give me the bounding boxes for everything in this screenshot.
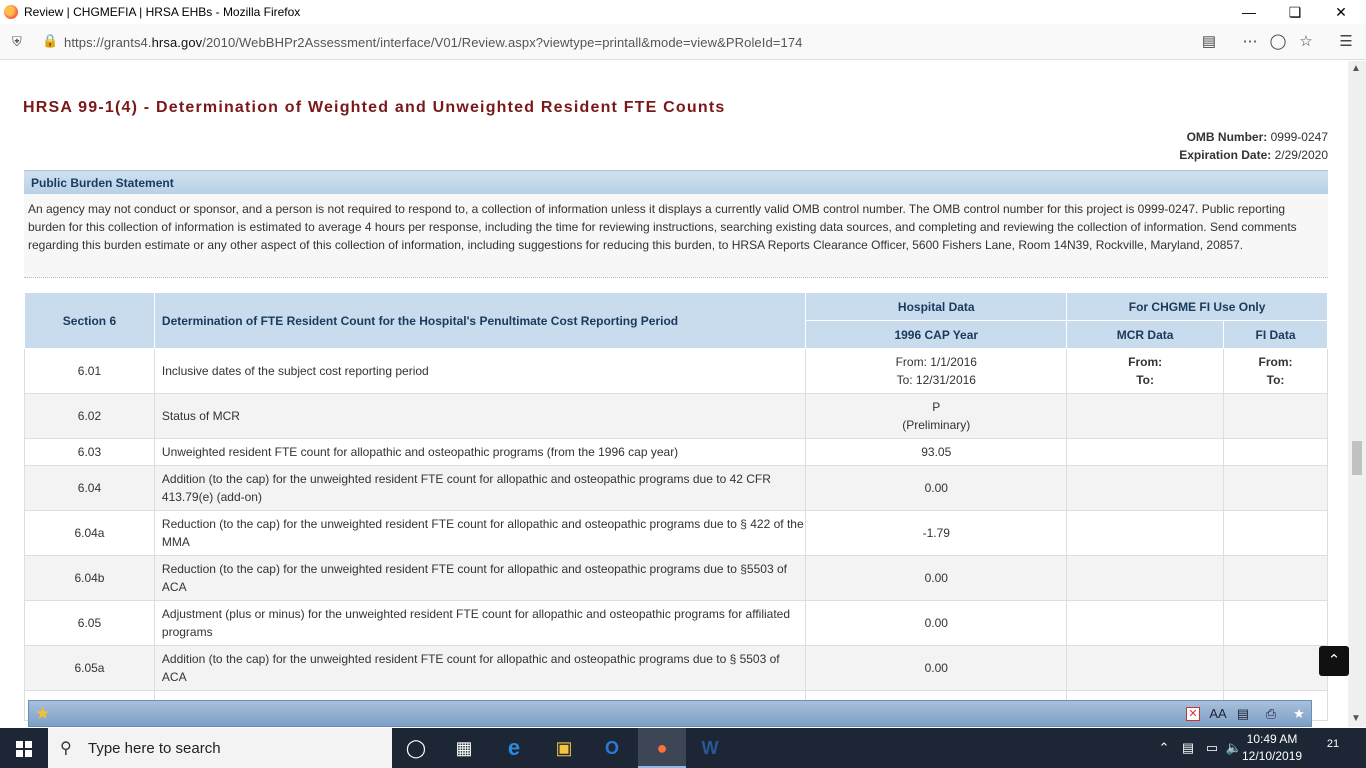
row-fi-value	[1224, 466, 1328, 511]
row-hospital-value: 0.00	[806, 601, 1067, 646]
windows-logo-icon	[16, 741, 32, 757]
row-hospital-value	[806, 349, 1067, 394]
row-section: 6.02	[25, 394, 155, 439]
fi-to: To:	[1266, 373, 1285, 387]
row-description: Reduction (to the cap) for the unweighted resident FTE count for allopathic and osteopathic programs due to § 422 of the MMA	[154, 511, 805, 556]
header-fi-data: FI Data	[1224, 321, 1328, 349]
cortana-icon[interactable]: ◯	[405, 738, 427, 758]
edge-icon[interactable]: e	[507, 735, 521, 760]
header-description: Determination of FTE Resident Count for the Hospital's Penultimate Cost Reporting Period	[154, 293, 805, 349]
row-description: Status of MCR	[154, 394, 805, 439]
row-mcr-value	[1067, 556, 1224, 601]
bottom-toolbar	[28, 700, 1312, 727]
mcr-from: From:	[1128, 355, 1163, 369]
table-row	[25, 601, 1328, 646]
lock-icon[interactable]: 🔒	[42, 33, 59, 48]
firefox-logo-icon	[4, 5, 18, 19]
network-icon[interactable]: ▤	[1181, 740, 1195, 755]
scroll-up-arrow-icon[interactable]: ▲	[1351, 63, 1361, 74]
file-explorer-icon[interactable]: ▣	[555, 738, 573, 758]
bookmark-star-icon[interactable]: ☆	[1299, 33, 1313, 50]
expiration-label: Expiration Date:	[1179, 148, 1272, 162]
search-icon: ⚲	[60, 740, 72, 757]
navigation-bar	[0, 24, 1366, 60]
system-clock[interactable]	[1242, 731, 1302, 765]
tracking-protection-icon[interactable]: ⛨	[12, 34, 22, 49]
scroll-down-arrow-icon[interactable]: ▼	[1351, 713, 1361, 724]
minimize-button[interactable]: —	[1242, 4, 1256, 20]
battery-icon[interactable]: ▭	[1205, 740, 1219, 755]
row-mcr-value	[1067, 439, 1224, 466]
status-code: P	[932, 400, 941, 414]
row-description: Addition (to the cap) for the unweighted resident FTE count for allopathic and osteopathic programs due to § 5503 of ACA	[154, 646, 805, 691]
row-hospital-value: 0.00	[806, 556, 1067, 601]
action-center-button[interactable]	[1322, 738, 1344, 758]
row-hospital-value	[806, 394, 1067, 439]
omb-number-label: OMB Number:	[1186, 130, 1268, 144]
table-row	[25, 349, 1328, 394]
favorite-star-icon[interactable]: ★	[35, 704, 51, 723]
row-description: Inclusive dates of the subject cost reporting period	[154, 349, 805, 394]
row-section: 6.05	[25, 601, 155, 646]
header-cap-year: 1996 CAP Year	[806, 321, 1067, 349]
window-title: Review | CHGMEFIA | HRSA EHBs - Mozilla Firefox	[24, 5, 301, 19]
row-fi-value	[1224, 349, 1328, 394]
row-hospital-value: 0.00	[806, 646, 1067, 691]
row-description: Reduction (to the cap) for the unweighted resident FTE count for allopathic and osteopathic programs due to §5503 of ACA	[154, 556, 805, 601]
restore-button[interactable]: ❏	[1288, 3, 1302, 20]
table-row	[25, 394, 1328, 439]
row-mcr-value	[1067, 394, 1224, 439]
clock-time: 10:49 AM	[1246, 732, 1298, 746]
table-row	[25, 646, 1328, 691]
row-mcr-value	[1067, 466, 1224, 511]
table-row	[25, 439, 1328, 466]
row-mcr-value	[1067, 601, 1224, 646]
close-toolbar-icon[interactable]: ✕	[1186, 707, 1200, 721]
row-description: Addition (to the cap) for the unweighted resident FTE count for allopathic and osteopathic programs due to 42 CFR 413.79(e) (add-on)	[154, 466, 805, 511]
notification-count: 21	[1326, 738, 1340, 750]
row-mcr-value	[1067, 646, 1224, 691]
row-fi-value	[1224, 439, 1328, 466]
row-description: Unweighted resident FTE count for allopathic and osteopathic programs (from the 1996 cap year)	[154, 439, 805, 466]
row-description: Adjustment (plus or minus) for the unweighted resident FTE count for allopathic and osteopathic programs for affiliated programs	[154, 601, 805, 646]
firefox-taskbar-icon[interactable]: ●	[638, 728, 686, 768]
pocket-icon[interactable]: ◯	[1269, 33, 1287, 50]
page-title: HRSA 99-1(4) - Determination of Weighted and Unweighted Resident FTE Counts	[23, 99, 726, 116]
volume-icon[interactable]: 🔈	[1225, 740, 1243, 755]
show-hidden-icons[interactable]: ⌃	[1158, 740, 1170, 755]
row-hospital-value: 0.00	[806, 466, 1067, 511]
window-titlebar	[0, 0, 1366, 24]
row-mcr-value	[1067, 511, 1224, 556]
row-hospital-value: -1.79	[806, 511, 1067, 556]
hamburger-menu-icon[interactable]: ☰	[1339, 33, 1353, 50]
font-size-button[interactable]: AA	[1209, 706, 1227, 721]
row-mcr-value	[1067, 349, 1224, 394]
star-icon[interactable]: ★	[1293, 706, 1305, 721]
row-section: 6.04b	[25, 556, 155, 601]
public-burden-heading: Public Burden Statement	[24, 170, 1328, 194]
start-button[interactable]	[0, 728, 48, 768]
row-section: 6.04	[25, 466, 155, 511]
reader-view-icon[interactable]: ▤	[1201, 33, 1217, 50]
scrollbar-thumb[interactable]	[1352, 441, 1362, 475]
task-view-icon[interactable]: ▦	[455, 738, 473, 758]
header-section: Section 6	[25, 293, 155, 349]
header-hospital-data: Hospital Data	[806, 293, 1067, 321]
row-fi-value	[1224, 646, 1328, 691]
page-scrollbar[interactable]	[1348, 61, 1366, 727]
fi-from: From:	[1258, 355, 1293, 369]
row-fi-value	[1224, 394, 1328, 439]
row-section: 6.03	[25, 439, 155, 466]
table-row	[25, 511, 1328, 556]
page-icon[interactable]: ▤	[1236, 706, 1250, 721]
windows-taskbar	[0, 728, 1366, 768]
back-to-top-button[interactable]: ⌃	[1319, 646, 1349, 676]
print-icon[interactable]: ⎙	[1265, 706, 1277, 721]
table-row	[25, 556, 1328, 601]
close-window-button[interactable]: ✕	[1335, 3, 1347, 20]
mcr-to: To:	[1136, 373, 1154, 387]
header-mcr-data: MCR Data	[1067, 321, 1224, 349]
outlook-icon[interactable]: O	[604, 738, 619, 758]
expiration-value: 2/29/2020	[1274, 148, 1328, 162]
clock-date: 12/10/2019	[1242, 749, 1303, 763]
row-fi-value	[1224, 511, 1328, 556]
fte-table	[24, 292, 1328, 721]
row-section: 6.05a	[25, 646, 155, 691]
table-row	[25, 466, 1328, 511]
search-placeholder: Type here to search	[88, 740, 221, 757]
word-icon[interactable]: W	[701, 738, 719, 758]
row-hospital-value: 93.05	[806, 439, 1067, 466]
page-content	[0, 61, 1350, 727]
url-prefix: https://grants4.	[64, 35, 152, 50]
omb-info	[1179, 128, 1328, 164]
public-burden-text: An agency may not conduct or sponsor, and a person is not required to respond to, a collection of information unless it displays a currently valid OMB control number. The OMB control number for this project is 0999-0247. Public reporting burden for this collection of information is estimated to average 4 hours per response, including the time for reviewing instructions, searching existing data sources, and completing and reviewing the collection of information. Send comments regarding this burden estimate or any other aspect of this collection of information, including suggestions for reducing this burden, to HRSA Reports Clearance Officer, 5600 Fishers Lane, Room 14N39, Rockville, Maryland, 20857.	[24, 194, 1328, 278]
page-actions-icon[interactable]: ⋯	[1242, 33, 1258, 50]
hospital-to: To: 12/31/2016	[896, 373, 976, 387]
hospital-from: From: 1/1/2016	[895, 355, 977, 369]
address-bar[interactable]	[64, 35, 803, 50]
row-section: 6.04a	[25, 511, 155, 556]
url-domain: hrsa.gov	[151, 35, 203, 50]
row-fi-value	[1224, 556, 1328, 601]
url-path: /2010/WebBHPr2Assessment/interface/V01/Review.aspx?viewtype=printall&mode=view&PRoleId=174	[202, 35, 803, 50]
row-section: 6.01	[25, 349, 155, 394]
status-text: (Preliminary)	[902, 418, 971, 432]
header-fi-use-only: For CHGME FI Use Only	[1067, 293, 1328, 321]
row-fi-value	[1224, 601, 1328, 646]
taskbar-search[interactable]	[48, 728, 392, 768]
omb-number-value: 0999-0247	[1270, 130, 1328, 144]
